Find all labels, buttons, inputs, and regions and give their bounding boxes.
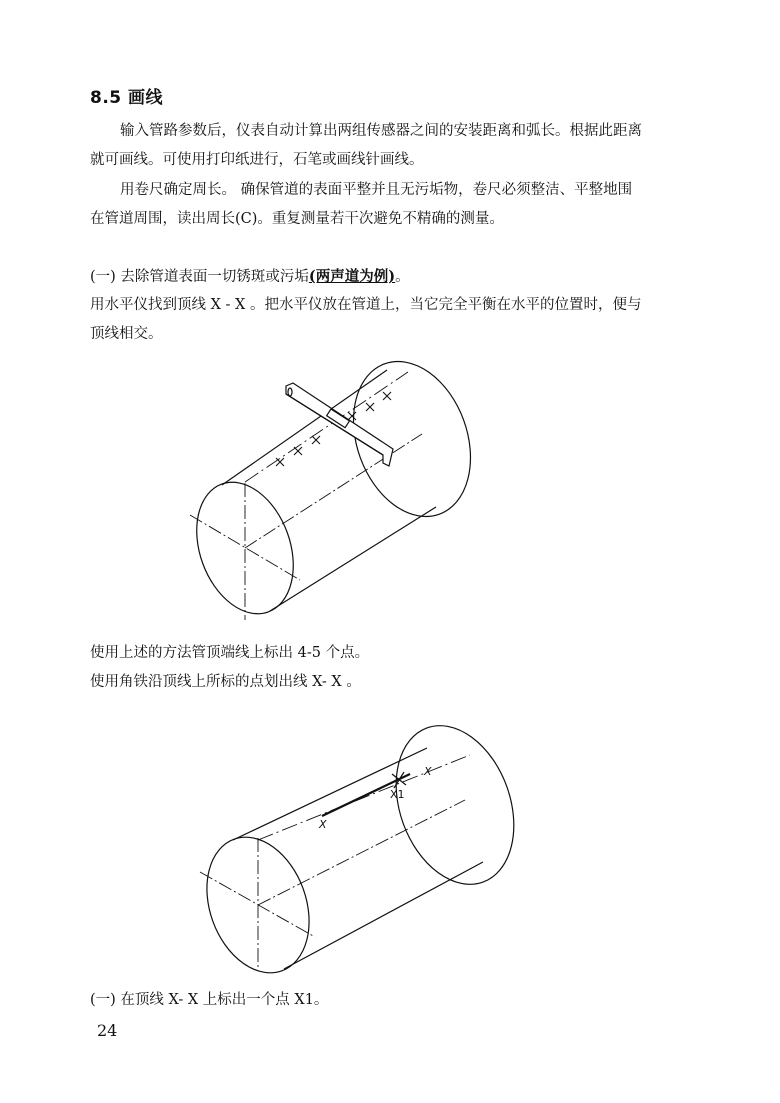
label-x-right: X <box>424 765 432 778</box>
step-1-prefix: (一) 去除管道表面一切锈斑或污垢 <box>90 269 309 285</box>
paragraph-2-line-1: 用卷尺确定周长。 确保管道的表面平整并且无污垢物，卷尺必须整洁、平整地围 <box>120 182 633 198</box>
paragraph-3-line-2: 顶线相交。 <box>90 326 163 342</box>
step-1-emphasis: (两声道为例) <box>308 268 396 285</box>
label-x1: X1 <box>390 788 405 801</box>
step-1-suffix: 。 <box>395 269 410 285</box>
page-number: 24 <box>97 1021 118 1040</box>
paragraph-1-line-2: 就可画线。可使用打印纸进行，石笔或画线针画线。 <box>90 152 424 168</box>
step-2: (一) 在顶线 X- X 上标出一个点 X1。 <box>90 992 329 1008</box>
paragraph-4-line-2: 使用角铁沿顶线上所标的点划出线 X- X 。 <box>90 674 361 690</box>
section-title: 8.5 画线 <box>90 88 164 108</box>
paragraph-4-line-1: 使用上述的方法管顶端线上标出 4-5 个点。 <box>90 645 370 661</box>
paragraph-3-line-1: 用水平仪找到顶线 X - X 。把水平仪放在管道上，当它完全平衡在水平的位置时，便与 <box>90 297 642 313</box>
label-x-left: X <box>319 818 327 831</box>
paragraph-1-line-1: 输入管路参数后，仪表自动计算出两组传感器之间的安装距离和弧长。根据此距离 <box>120 123 642 139</box>
paragraph-2-line-2: 在管道周围，读出周长(C)。重复测量若干次避免不精确的测量。 <box>90 211 504 227</box>
